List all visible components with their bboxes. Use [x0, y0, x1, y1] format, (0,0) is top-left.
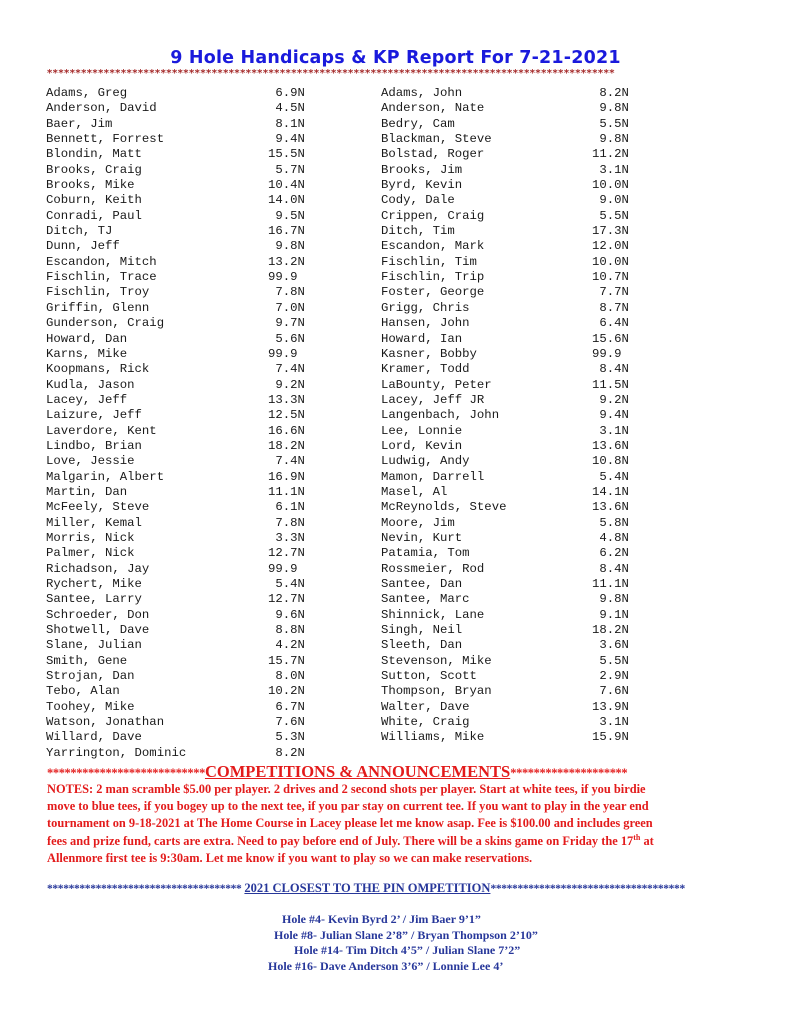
notes-line: move to blue tees, if you bogey up to the next tee, if you par stay on current tee. If you want to play in the year end — [47, 799, 649, 814]
player-handicap: 7.7N — [592, 285, 629, 300]
player-name: Walter, Dave — [381, 699, 470, 714]
player-handicap: 5.7N — [268, 162, 305, 177]
player-name: Thompson, Bryan — [381, 684, 492, 699]
player-handicap: 9.0N — [592, 193, 629, 208]
player-handicap: 6.4N — [592, 316, 629, 331]
player-handicap: 9.6N — [268, 607, 305, 622]
player-handicap: 9.8N — [592, 101, 629, 116]
player-handicap: 9.5N — [268, 208, 305, 223]
player-handicap: 13.2N — [268, 254, 305, 269]
player-handicap: 15.7N — [268, 653, 305, 668]
player-handicap: 8.2N — [592, 86, 629, 100]
player-handicap: 10.7N — [592, 270, 629, 285]
player-name: Schroeder, Don — [46, 607, 150, 622]
player-name: Grigg, Chris — [381, 300, 470, 315]
star-divider-right: ******************** — [510, 766, 628, 780]
player-handicap: 12.7N — [268, 546, 305, 561]
competitions-heading: COMPETITIONS & ANNOUNCEMENTS — [204, 762, 511, 781]
player-name: Fischlin, Troy — [46, 285, 150, 300]
player-name: Singh, Neil — [381, 623, 463, 638]
player-name: LaBounty, Peter — [381, 377, 492, 392]
player-handicap: 15.6N — [592, 331, 629, 346]
player-name: Williams, Mike — [381, 730, 485, 745]
player-name: Anderson, Nate — [381, 101, 485, 116]
player-handicap: 5.6N — [268, 331, 305, 346]
player-name: Morris, Nick — [46, 530, 135, 545]
player-name: Lacey, Jeff — [46, 392, 128, 407]
player-name: Shinnick, Lane — [381, 607, 485, 622]
player-handicap: 15.5N — [268, 147, 305, 162]
player-name: Coburn, Keith — [46, 193, 142, 208]
player-name: Mamon, Darrell — [381, 469, 485, 484]
player-name: Palmer, Nick — [46, 546, 135, 561]
player-handicap: 18.2N — [592, 623, 629, 638]
player-handicap: 11.5N — [592, 377, 629, 392]
player-handicap: 6.9N — [268, 86, 305, 100]
player-name: Cody, Dale — [381, 193, 455, 208]
star-divider-left: ************************************ — [47, 883, 242, 895]
player-name: Kasner, Bobby — [381, 346, 477, 361]
player-name: Strojan, Dan — [46, 669, 135, 684]
player-handicap: 9.8N — [592, 592, 629, 607]
player-handicap: 5.5N — [592, 653, 629, 668]
announcement-notes — [47, 781, 747, 867]
player-name: Escandon, Mark — [381, 239, 485, 254]
player-name: Kramer, Todd — [381, 362, 470, 377]
player-name: Malgarin, Albert — [46, 469, 165, 484]
player-name: Moore, Jim — [381, 515, 455, 530]
kp-result: Hole #16- Dave Anderson 3’6” / Lonnie Lee 4’ — [268, 958, 504, 973]
notes-line: NOTES: 2 man scramble $5.00 per player. 2 drives and 2 second shots per player. Start at white tees, if you birdie — [47, 782, 646, 796]
player-handicap: 3.1N — [592, 423, 629, 438]
player-name: Bolstad, Roger — [381, 147, 485, 162]
player-name: Hansen, John — [381, 316, 470, 331]
player-handicap: 7.8N — [268, 285, 305, 300]
player-handicap: 5.4N — [268, 577, 305, 591]
player-handicap: 12.5N — [268, 408, 305, 423]
player-name: Fischlin, Trace — [46, 270, 157, 285]
player-name: Nevin, Kurt — [381, 530, 463, 545]
player-name: Kudla, Jason — [46, 377, 135, 392]
player-name: Santee, Larry — [46, 592, 142, 607]
player-handicap: 9.7N — [268, 316, 305, 331]
player-name: Langenbach, John — [381, 408, 500, 423]
player-handicap: 7.8N — [268, 515, 305, 530]
kp-heading-line — [47, 881, 767, 896]
player-handicap: 8.1N — [268, 116, 305, 131]
player-handicap: 7.6N — [268, 715, 305, 730]
player-name: Blondin, Matt — [46, 147, 142, 162]
player-handicap: 8.4N — [592, 362, 629, 377]
player-handicap: 6.2N — [592, 546, 629, 561]
player-name: Dunn, Jeff — [46, 239, 120, 254]
player-handicap: 5.3N — [268, 730, 305, 745]
player-handicap: 16.6N — [268, 423, 305, 438]
player-handicap: 18.2N — [268, 438, 305, 453]
player-handicap: 4.2N — [268, 638, 305, 653]
player-handicap: 14.1N — [592, 484, 629, 499]
notes-line: Allenmore first tee is 9:30am. Let me know if you want to play so we can make reservations. — [47, 850, 533, 865]
player-handicap: 4.5N — [268, 101, 305, 116]
notes-line-tail: at — [640, 833, 654, 848]
player-handicap: 10.0N — [592, 254, 629, 269]
player-handicap: 17.3N — [592, 224, 629, 239]
player-name: Santee, Dan — [381, 577, 463, 591]
player-name: Willard, Dave — [46, 730, 142, 745]
player-handicap: 11.1N — [268, 484, 305, 499]
player-name: Slane, Julian — [46, 638, 142, 653]
player-handicap: 9.2N — [268, 377, 305, 392]
player-handicap: 3.6N — [592, 638, 629, 653]
player-name: Yarrington, Dominic — [46, 745, 187, 760]
player-name: Lee, Lonnie — [381, 423, 463, 438]
player-name: Ditch, Tim — [381, 224, 455, 239]
player-handicap: 13.3N — [268, 392, 305, 407]
player-name: Foster, George — [381, 285, 485, 300]
ordinal-suffix: th — [633, 832, 641, 842]
player-name: Howard, Ian — [381, 331, 463, 346]
player-name: Toohey, Mike — [46, 699, 135, 714]
player-name: Lacey, Jeff JR — [381, 392, 485, 407]
player-name: Brooks, Craig — [46, 162, 142, 177]
player-name: McFeely, Steve — [46, 500, 150, 515]
player-name: Ditch, TJ — [46, 224, 113, 239]
player-name: Sleeth, Dan — [381, 638, 463, 653]
player-handicap: 13.9N — [592, 699, 629, 714]
player-handicap: 14.0N — [268, 193, 305, 208]
kp-heading: 2021 CLOSEST TO THE PIN OMPETITION — [244, 881, 491, 895]
player-handicap: 7.6N — [592, 684, 629, 699]
player-handicap: 12.7N — [268, 592, 305, 607]
player-handicap: 8.2N — [268, 745, 305, 760]
player-name: Martin, Dan — [46, 484, 128, 499]
player-handicap: 16.9N — [268, 469, 305, 484]
player-name: Conradi, Paul — [46, 208, 142, 223]
player-name: Karns, Mike — [46, 346, 128, 361]
player-name: Patamia, Tom — [381, 546, 470, 561]
player-name: Gunderson, Craig — [46, 316, 165, 331]
player-handicap: 99.9 — [592, 346, 629, 361]
player-handicap: 9.4N — [592, 408, 629, 423]
player-name: Brooks, Jim — [381, 162, 463, 177]
player-handicap: 11.2N — [592, 147, 629, 162]
kp-result: Hole #8- Julian Slane 2’8” / Bryan Thompson 2’10” — [274, 927, 538, 942]
player-name: Fischlin, Tim — [381, 254, 477, 269]
player-name: Bennett, Forrest — [46, 132, 165, 147]
player-handicap: 15.9N — [592, 730, 629, 745]
player-name: Rychert, Mike — [46, 577, 142, 591]
star-divider: **************************************************************************************************** — [47, 68, 615, 79]
kp-result: Hole #4- Kevin Byrd 2’ / Jim Baer 9’1” — [282, 912, 481, 926]
player-handicap: 3.1N — [592, 715, 629, 730]
player-handicap: 8.7N — [592, 300, 629, 315]
player-handicap: 7.4N — [268, 362, 305, 377]
player-handicap: 3.1N — [592, 162, 629, 177]
player-handicap: 11.1N — [592, 577, 629, 591]
player-handicap: 99.9 — [268, 346, 305, 361]
player-name: Watson, Jonathan — [46, 715, 165, 730]
player-handicap: 12.0N — [592, 239, 629, 254]
player-name: Blackman, Steve — [381, 132, 492, 147]
player-name: White, Craig — [381, 715, 470, 730]
player-name: Bedry, Cam — [381, 116, 455, 131]
player-handicap: 9.8N — [268, 239, 305, 254]
player-name: Laizure, Jeff — [46, 408, 142, 423]
player-name: Howard, Dan — [46, 331, 128, 346]
player-handicap: 9.2N — [592, 392, 629, 407]
player-name: Lord, Kevin — [381, 438, 463, 453]
player-name: Masel, Al — [381, 484, 448, 499]
player-name: Sutton, Scott — [381, 669, 477, 684]
player-handicap: 2.9N — [592, 669, 629, 684]
player-handicap: 99.9 — [268, 270, 305, 285]
player-name: Byrd, Kevin — [381, 178, 463, 193]
player-name: McReynolds, Steve — [381, 500, 507, 515]
notes-line — [47, 833, 747, 850]
player-handicap: 6.7N — [268, 699, 305, 714]
player-handicap: 9.8N — [592, 132, 629, 147]
notes-line-text: fees and prize fund, carts are extra. Need to pay before end of July. There will be a skins game on Friday the 17 — [47, 833, 634, 848]
player-name: Koopmans, Rick — [46, 362, 150, 377]
player-name: Baer, Jim — [46, 116, 113, 131]
kp-result: Hole #14- Tim Ditch 4’5” / Julian Slane 7’2” — [294, 943, 521, 957]
star-divider-left: *************************** — [47, 766, 205, 780]
player-name: Rossmeier, Rod — [381, 561, 485, 576]
player-name: Escandon, Mitch — [46, 254, 157, 269]
player-name: Crippen, Craig — [381, 208, 485, 223]
player-name: Brooks, Mike — [46, 178, 135, 193]
player-handicap: 10.4N — [268, 178, 305, 193]
player-handicap: 16.7N — [268, 224, 305, 239]
player-handicap: 8.4N — [592, 561, 629, 576]
page-title: 9 Hole Handicaps & KP Report For 7-21-2021 — [170, 48, 621, 68]
player-handicap: 5.5N — [592, 116, 629, 131]
player-handicap: 99.9 — [268, 561, 305, 576]
player-handicap: 13.6N — [592, 438, 629, 453]
player-name: Griffin, Glenn — [46, 300, 150, 315]
player-handicap: 5.5N — [592, 208, 629, 223]
player-name: Adams, Greg — [46, 86, 128, 100]
player-name: Miller, Kemal — [46, 515, 142, 530]
player-handicap: 7.0N — [268, 300, 305, 315]
player-name: Laverdore, Kent — [46, 423, 157, 438]
player-handicap: 13.6N — [592, 500, 629, 515]
player-name: Love, Jessie — [46, 454, 135, 469]
player-handicap: 5.4N — [592, 469, 629, 484]
player-name: Richadson, Jay — [46, 561, 150, 576]
player-name: Fischlin, Trip — [381, 270, 485, 285]
competitions-heading-line — [47, 764, 747, 781]
player-name: Shotwell, Dave — [46, 623, 150, 638]
player-handicap: 8.8N — [268, 623, 305, 638]
player-handicap: 5.8N — [592, 515, 629, 530]
player-handicap: 10.2N — [268, 684, 305, 699]
player-name: Adams, John — [381, 86, 463, 100]
player-handicap: 4.8N — [592, 530, 629, 545]
player-name: Smith, Gene — [46, 653, 128, 668]
player-name: Stevenson, Mike — [381, 653, 492, 668]
star-divider-right: ************************************ — [490, 883, 685, 895]
player-name: Lindbo, Brian — [46, 438, 142, 453]
player-name: Santee, Marc — [381, 592, 470, 607]
player-handicap: 6.1N — [268, 500, 305, 515]
player-name: Anderson, David — [46, 101, 157, 116]
player-name: Ludwig, Andy — [381, 454, 470, 469]
player-handicap: 7.4N — [268, 454, 305, 469]
player-handicap: 10.0N — [592, 178, 629, 193]
player-handicap: 10.8N — [592, 454, 629, 469]
player-name: Tebo, Alan — [46, 684, 120, 699]
player-handicap: 9.1N — [592, 607, 629, 622]
player-handicap: 8.0N — [268, 669, 305, 684]
notes-line: tournament on 9-18-2021 at The Home Course in Lacey please let me know asap. Fee is $100.00 and includes green — [47, 816, 653, 831]
player-handicap: 9.4N — [268, 132, 305, 147]
player-handicap: 3.3N — [268, 530, 305, 545]
